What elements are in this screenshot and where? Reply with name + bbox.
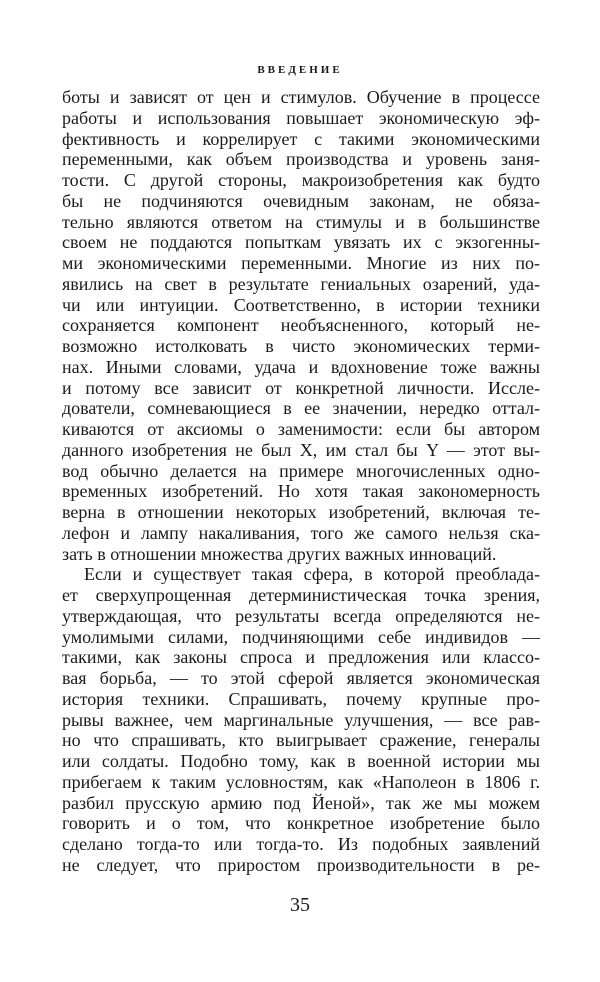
text-line: такими, как законы спроса и предложения или классо- [62,647,540,668]
text-line: сохраняется компонент необъясненного, который не- [62,315,540,336]
text-line: но что спрашивать, кто выигрывает сражение, генералы [62,730,540,751]
text-line: Если и существует такая сфера, в которой преоблада- [84,564,540,585]
text-line: нах. Иными словами, удача и вдохновение тоже важны [62,356,540,377]
text-line: временных изобретений. Но хотя такая закономерность [62,481,540,502]
text-line: или солдаты. Подобно тому, как в военной истории мы [62,751,540,771]
text-line: бы не подчиняются очевидным законам, не обяза- [62,190,540,211]
text-line: ми экономическими переменными. Многие из них по- [62,253,540,273]
body-text [62,87,540,876]
text-line: боты и зависят от цен и стимулов. Обучение в процессе [62,87,540,107]
text-line: переменными, как объем производства и уровень заня- [62,149,540,170]
text-line: зать в отношении множества других важных инноваций. [62,543,497,564]
text-line: данного изобретения не был X, им стал бы Y — этот вы- [62,439,540,460]
page-number: 35 [290,894,310,916]
text-line: тости. С другой стороны, макроизобретения как будто [62,170,540,190]
text-line: вод обычно делается на примере многочисленных одно- [62,460,540,481]
text-line: верна в отношении некоторых изобретений, включая те- [62,502,540,522]
text-line: разбил прусскую армию под Йеной», так же мы можем [62,792,540,813]
running-header: ВВЕДЕНИЕ [257,64,343,76]
text-line: сделано тогда-то или тогда-то. Из подобных заявлений [62,834,540,854]
text-line: ет сверхупрощенная детерминистическая точка зрения, [62,585,540,605]
paragraph [62,87,540,564]
text-line: говорить и о том, что конкретное изобретение было [62,813,540,834]
text-line: вая борьба, — то этой сферой является экономическая [62,668,540,688]
text-line: прибегаем к таким условностям, как «Наполеон в 1806 г. [62,771,540,792]
paragraph [62,564,540,875]
text-line: работы и использования повышает экономическую эф- [62,107,540,128]
text-line: рывы важнее, чем маргинальные улучшения, — все рав- [62,709,540,730]
text-line: не следует, что приростом производительности в ре- [62,854,540,875]
text-line: и потому все зависит от конкретной личности. Иссле- [62,377,540,398]
text-line: явились на свет в результате гениальных озарений, уда- [62,273,540,294]
text-line: умолимыми силами, подчиняющими себе индивидов — [62,626,540,647]
text-line: фективность и коррелирует с такими экономическими [62,128,540,149]
text-line: лефон и лампу накаливания, того же самого нельзя ска- [62,522,540,543]
text-line: дователи, сомневающиеся в ее значении, нередко оттал- [62,398,540,419]
text-line: возможно истолковать в чисто экономических терми- [62,336,540,356]
text-line: киваются от аксиомы о заменимости: если бы автором [62,419,540,439]
text-line: чи или интуиции. Соответственно, в истории техники [62,294,540,315]
text-line: история техники. Спрашивать, почему крупные про- [62,688,540,709]
text-line: утверждающая, что результаты всегда определяются не- [62,605,540,626]
text-line: тельно являются ответом на стимулы и в большинстве [62,211,540,232]
text-line: своем не поддаются попыткам увязать их с экзогенны- [62,232,540,253]
